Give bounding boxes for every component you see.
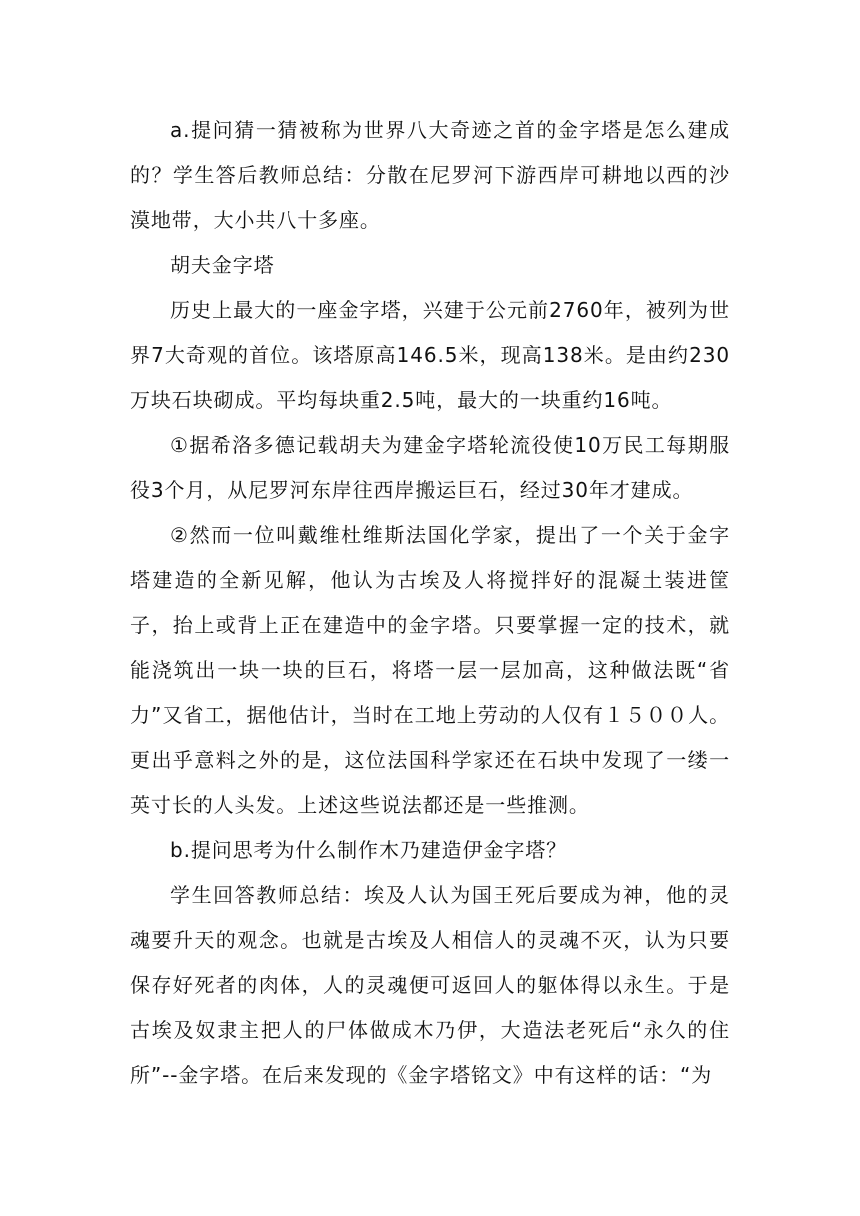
paragraph-davidovits: ②然而一位叫戴维杜维斯法国化学家，提出了一个关于金字塔建造的全新见解，他认为古埃及人将搅拌好的混凝土装进筐子，抬上或背上正在建造中的金字塔。只要掌握一定的技术，就能浇筑出一块一块的巨石，将塔一层一层加高，这种做法既“省力”又省工，据他估计，当时在工地上劳动的人仅有１５００人。更出乎意料之外的是，这位法国科学家还在石块中发现了一缕一英寸长的人头发。上述这些说法都还是一些推测。 <box>130 523 730 817</box>
document-body <box>130 108 730 1098</box>
paragraph-question-b: b.提问思考为什么制作木乃建造伊金字塔？ <box>170 838 568 862</box>
paragraph-heading-khufu: 胡夫金字塔 <box>170 253 275 277</box>
paragraph-question-a: a.提问猜一猜被称为世界八大奇迹之首的金字塔是怎么建成的？学生答后教师总结：分散在尼罗河下游西岸可耕地以西的沙漠地带，大小共八十多座。 <box>130 118 730 232</box>
paragraph-answer-b: 学生回答教师总结：埃及人认为国王死后要成为神，他的灵魂要升天的观念。也就是古埃及人相信人的灵魂不灭，认为只要保存好死者的肉体，人的灵魂便可返回人的躯体得以永生。于是古埃及奴隶主把人的尸体做成木乃伊，大造法老死后“永久的住所”--金字塔。在后来发现的《金字塔铭文》中有这样的话：“为 <box>130 883 730 1087</box>
paragraph-khufu-facts: 历史上最大的一座金字塔，兴建于公元前2760年，被列为世界7大奇观的首位。该塔原高146.5米，现高138米。是由约230万块石块砌成。平均每块重2.5吨，最大的一块重约16吨。 <box>130 298 730 412</box>
paragraph-herodotus: ①据希洛多德记载胡夫为建金字塔轮流役使10万民工每期服役3个月，从尼罗河东岸往西岸搬运巨石，经过30年才建成。 <box>130 433 730 502</box>
